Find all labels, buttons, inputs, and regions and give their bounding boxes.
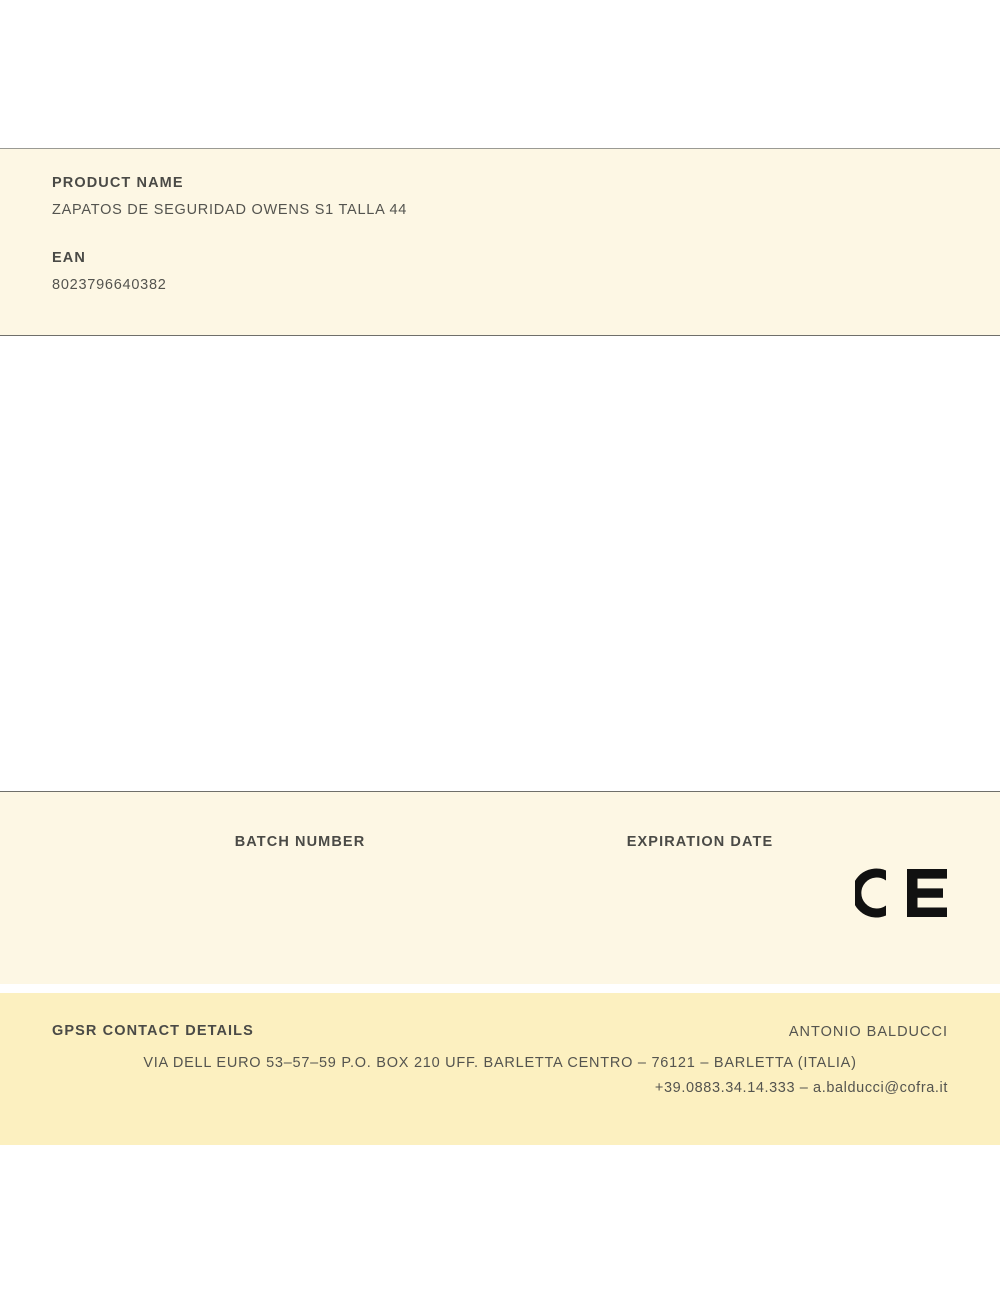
product-info-block bbox=[0, 148, 1000, 336]
expiration-date-label: EXPIRATION DATE bbox=[626, 834, 774, 850]
footer-blank-area bbox=[0, 1145, 1000, 1300]
gpsr-header-row bbox=[52, 1023, 948, 1047]
gpsr-address: VIA DELL EURO 53–57–59 P.O. BOX 210 UFF. BARLETTA CENTRO – 76121 – BARLETTA (ITALIA) bbox=[143, 1055, 857, 1071]
gpsr-title: GPSR CONTACT DETAILS bbox=[52, 1023, 254, 1039]
gpsr-contact-name: ANTONIO BALDUCCI bbox=[788, 1024, 948, 1040]
product-name-value: ZAPATOS DE SEGURIDAD OWENS S1 TALLA 44 bbox=[52, 202, 408, 218]
expiration-date-field bbox=[550, 834, 850, 877]
product-name-field bbox=[52, 175, 948, 218]
batch-expiration-row bbox=[0, 834, 1000, 924]
blank-content-area bbox=[0, 336, 1000, 791]
batch-origin-block bbox=[0, 791, 1000, 984]
batch-number-field bbox=[150, 834, 450, 877]
batch-number-value bbox=[150, 860, 450, 877]
product-name-label: PRODUCT NAME bbox=[52, 175, 184, 191]
ean-value: 8023796640382 bbox=[52, 277, 167, 293]
expiration-date-value bbox=[550, 860, 850, 877]
ean-field bbox=[52, 250, 948, 293]
gpsr-phone-email: +39.0883.34.14.333 – a.balducci@cofra.it bbox=[654, 1080, 948, 1096]
gpsr-contact-block bbox=[0, 993, 1000, 1145]
ean-label: EAN bbox=[52, 250, 86, 266]
ce-mark-icon bbox=[855, 862, 955, 924]
batch-number-label: BATCH NUMBER bbox=[234, 834, 366, 850]
